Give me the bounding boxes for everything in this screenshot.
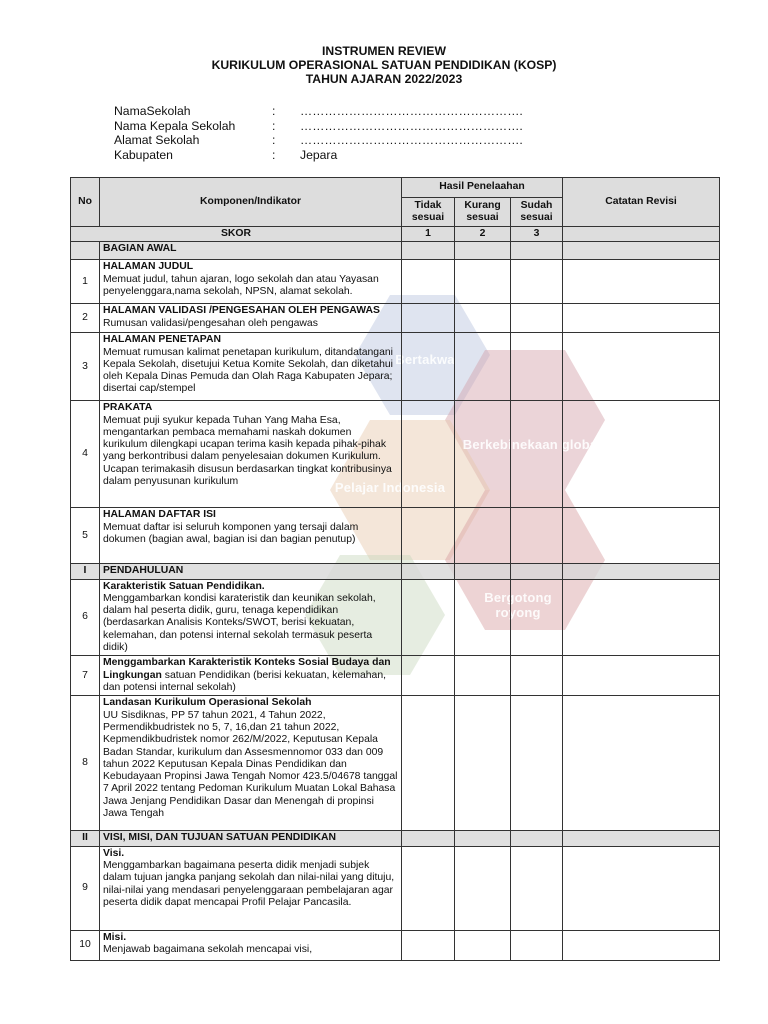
- section-label: BAGIAN AWAL: [100, 242, 402, 260]
- col-tidak-header: Tidak sesuai: [402, 198, 455, 227]
- section-label: VISI, MISI, DAN TUJUAN SATUAN PENDIDIKAN: [100, 831, 402, 846]
- school-info: [114, 104, 530, 162]
- table-row: [71, 260, 720, 304]
- row-content: [100, 696, 402, 831]
- shade-cell: [455, 242, 511, 260]
- sudah-sesuai-cell[interactable]: [511, 656, 563, 696]
- table-row: [71, 656, 720, 696]
- section-visi-misi: [71, 831, 720, 846]
- skor-1: 1: [402, 227, 455, 242]
- item-desc: Menggambarkan bagaimana peserta didik menjadi subjek dalam tujuan jangka panjang sekolah dan nilai-nilai yang dituju, nilai-nilai yang mendasari penyelenggaraan pembelajaran agar peserta didik dapat mencapai Profil Pelajar Pancasila.: [103, 859, 395, 908]
- row-content: [100, 579, 402, 656]
- watermark-text: Bergotong royong: [484, 590, 552, 620]
- kurang-sesuai-cell[interactable]: [455, 304, 511, 333]
- item-title: HALAMAN VALIDASI /PENGESAHAN OLEH PENGAWAS: [103, 305, 380, 317]
- table-header-row: [71, 178, 720, 198]
- shade-cell: [402, 564, 455, 579]
- row-content: [100, 846, 402, 930]
- section-no: II: [71, 831, 100, 846]
- catatan-revisi-cell[interactable]: [563, 930, 720, 960]
- row-content: [100, 401, 402, 508]
- info-value: Jepara: [300, 147, 338, 162]
- row-no: 8: [71, 696, 100, 831]
- shade-cell: [563, 564, 720, 579]
- item-title: Karakteristik Satuan Pendidikan.: [103, 580, 265, 592]
- item-title: Visi.: [103, 847, 125, 859]
- table-row: [71, 579, 720, 656]
- sudah-sesuai-cell[interactable]: [511, 579, 563, 656]
- row-content: [100, 304, 402, 333]
- item-title: PRAKATA: [103, 402, 153, 414]
- item-desc: UU Sisdiknas, PP 57 tahun 2021, 4 Tahun 2022, Permendikbudristek no 5, 7, 16,dan 21 tahun 2022, Kepmendikbudristek nomor 262/M/2022, Keputusan Kepala Badan Standar, kurikulum dan Assesmennomor 033 dan 009 tahun 2022 Keputusan Kepala Dinas Pendidikan dan Kebudayaan Propinsi Jawa Tengah Nomor 423.5/04678 tanggal 7 April 2022 tentang Pedoman Kurikulum Muatan Lokal Bahasa Jawa Jenjang Pendidikan Dasar dan Menengah di propinsi Jawa Tengah: [103, 709, 398, 820]
- catatan-revisi-cell[interactable]: [563, 333, 720, 401]
- document-header: [0, 44, 768, 86]
- catatan-revisi-cell[interactable]: [563, 304, 720, 333]
- sudah-sesuai-cell[interactable]: [511, 930, 563, 960]
- col-komponen-header: Komponen/Indikator: [100, 178, 402, 227]
- tidak-sesuai-cell[interactable]: [402, 508, 455, 564]
- sudah-sesuai-cell[interactable]: [511, 333, 563, 401]
- watermark-text: Pelajar Indonesia: [334, 480, 446, 495]
- shade-cell: [511, 242, 563, 260]
- info-value: ……………………………………………….: [300, 118, 523, 133]
- kurang-sesuai-cell[interactable]: [455, 696, 511, 831]
- col-no-header: No: [71, 178, 100, 227]
- row-no: 3: [71, 333, 100, 401]
- doc-subtitle: KURIKULUM OPERASIONAL SATUAN PENDIDIKAN (KOSP): [211, 58, 557, 72]
- tidak-sesuai-cell[interactable]: [402, 930, 455, 960]
- catatan-revisi-cell[interactable]: [563, 656, 720, 696]
- skor-blank: [563, 227, 720, 242]
- shade-cell: [563, 242, 720, 260]
- watermark-text: Berkebinekaan global: [462, 437, 602, 452]
- info-value: ……………………………………………….: [300, 104, 523, 118]
- info-value: ……………………………………………….: [300, 133, 523, 148]
- row-content: [100, 333, 402, 401]
- info-label: Nama Kepala Sekolah: [114, 118, 236, 133]
- skor-3: 3: [511, 227, 563, 242]
- col-sudah-header: Sudah sesuai: [511, 198, 563, 227]
- row-no: 1: [71, 260, 100, 304]
- skor-row: [71, 227, 720, 242]
- table-row: [71, 333, 720, 401]
- table-row: [71, 401, 720, 508]
- kurang-sesuai-cell[interactable]: [455, 260, 511, 304]
- section-bagian-awal: [71, 242, 720, 260]
- shade-cell: [455, 831, 511, 846]
- kurang-sesuai-cell[interactable]: [455, 508, 511, 564]
- row-content: [100, 508, 402, 564]
- item-title: Misi.: [103, 931, 127, 943]
- kurang-sesuai-cell[interactable]: [455, 656, 511, 696]
- table-row: [71, 846, 720, 930]
- row-no: 6: [71, 579, 100, 656]
- item-desc: Memuat daftar isi seluruh komponen yang tersaji dalam dokumen (bagian awal, bagian isi dan bagian penutup): [103, 521, 359, 545]
- item-desc: satuan Pendidikan (berisi kekuatan, kelemahan, dan potensi internal sekolah): [103, 669, 386, 693]
- catatan-revisi-cell[interactable]: [563, 696, 720, 831]
- doc-title: INSTRUMEN REVIEW: [322, 44, 446, 58]
- sudah-sesuai-cell[interactable]: [511, 401, 563, 508]
- catatan-revisi-cell[interactable]: [563, 579, 720, 656]
- item-title: Landasan Kurikulum Operasional Sekolah: [103, 697, 312, 709]
- watermark-text: Bertakwa: [395, 352, 455, 367]
- info-colon: :: [272, 118, 276, 133]
- shade-cell: [402, 831, 455, 846]
- sudah-sesuai-cell[interactable]: [511, 696, 563, 831]
- tidak-sesuai-cell[interactable]: [402, 333, 455, 401]
- tidak-sesuai-cell[interactable]: [402, 579, 455, 656]
- kurang-sesuai-cell[interactable]: [455, 846, 511, 930]
- item-text: [103, 657, 398, 694]
- table-row: [71, 508, 720, 564]
- row-no: 4: [71, 401, 100, 508]
- kurang-sesuai-cell[interactable]: [455, 401, 511, 508]
- info-row-school-name: [114, 104, 530, 119]
- item-title: HALAMAN DAFTAR ISI: [103, 509, 216, 521]
- item-title: Menggambarkan Karakteristik Konteks Sosial Budaya dan Lingkungan: [103, 657, 391, 681]
- shade-cell: [402, 242, 455, 260]
- doc-year: TAHUN AJARAN 2022/2023: [305, 72, 463, 86]
- kurang-sesuai-cell[interactable]: [455, 930, 511, 960]
- col-catatan-header: Catatan Revisi: [563, 178, 720, 227]
- catatan-revisi-cell[interactable]: [563, 846, 720, 930]
- section-pendahuluan: [71, 564, 720, 579]
- tidak-sesuai-cell[interactable]: [402, 846, 455, 930]
- row-content: [100, 930, 402, 960]
- info-colon: :: [272, 133, 276, 148]
- tidak-sesuai-cell[interactable]: [402, 260, 455, 304]
- sudah-sesuai-cell[interactable]: [511, 846, 563, 930]
- info-row-address: [114, 133, 530, 148]
- catatan-revisi-cell[interactable]: [563, 508, 720, 564]
- table-row: [71, 304, 720, 333]
- shade-cell: [511, 564, 563, 579]
- item-desc: Menggambarkan kondisi karateristik dan keunikan sekolah, dalam hal peserta didik, guru, tenaga kependidikan (berdasarkan Analisis Konteks/SWOT, berisi kekuatan, kelemahan, dan potensi internal sekolah termasuk peserta didik): [103, 592, 376, 654]
- tidak-sesuai-cell[interactable]: [402, 401, 455, 508]
- col-kurang-header: Kurang sesuai: [455, 198, 511, 227]
- kurang-sesuai-cell[interactable]: [455, 579, 511, 656]
- item-desc: Memuat puji syukur kepada Tuhan Yang Maha Esa, mengantarkan pembaca memahami naskah dokumen kurikulum dilengkapi ucapan terima kasih kepada pihak-pihak yang berkontribusi dalam penyelesaian dokumen Kurikulum. Ucapan terimakasih disusun berdasarkan tingkat kontribusinya dalam penyusunan kurikulum: [103, 414, 392, 488]
- item-desc: Rumusan validasi/pengesahan oleh pengawas: [103, 317, 318, 329]
- sudah-sesuai-cell[interactable]: [511, 508, 563, 564]
- shade-cell: [511, 831, 563, 846]
- skor-label: SKOR: [71, 227, 402, 242]
- sudah-sesuai-cell[interactable]: [511, 304, 563, 333]
- table-row: [71, 696, 720, 831]
- review-table: [70, 177, 720, 961]
- col-hasil-header: Hasil Penelaahan: [402, 178, 563, 198]
- row-no: 5: [71, 508, 100, 564]
- item-desc: Memuat rumusan kalimat penetapan kurikulum, ditandatangani Kepala Sekolah, disetujui Ketua Komite Sekolah, dan diketahui oleh Kepala Dinas Pemuda dan Olah Raga Kabupaten Jepara; disertai cap/stempel: [103, 346, 393, 395]
- tidak-sesuai-cell[interactable]: [402, 304, 455, 333]
- row-content: [100, 260, 402, 304]
- tidak-sesuai-cell[interactable]: [402, 656, 455, 696]
- info-colon: :: [272, 104, 276, 118]
- row-no: 10: [71, 930, 100, 960]
- info-row-regency: [114, 148, 530, 163]
- table-row: [71, 930, 720, 960]
- catatan-revisi-cell[interactable]: [563, 401, 720, 508]
- tidak-sesuai-cell[interactable]: [402, 696, 455, 831]
- skor-2: 2: [455, 227, 511, 242]
- kurang-sesuai-cell[interactable]: [455, 333, 511, 401]
- item-title: HALAMAN PENETAPAN: [103, 334, 221, 346]
- row-no: 9: [71, 846, 100, 930]
- info-label: Kabupaten: [114, 147, 173, 162]
- section-no-blank: [71, 242, 100, 260]
- section-no: I: [71, 564, 100, 579]
- row-no: 7: [71, 656, 100, 696]
- item-desc: Menjawab bagaimana sekolah mencapai visi,: [103, 943, 313, 955]
- item-desc: Memuat judul, tahun ajaran, logo sekolah dan atau Yayasan penyelenggara,nama sekolah, NPSN, alamat sekolah.: [103, 273, 379, 297]
- shade-cell: [455, 564, 511, 579]
- info-label: NamaSekolah: [114, 104, 191, 118]
- item-title: HALAMAN JUDUL: [103, 261, 194, 273]
- sudah-sesuai-cell[interactable]: [511, 260, 563, 304]
- row-content: [100, 656, 402, 696]
- row-no: 2: [71, 304, 100, 333]
- shade-cell: [563, 831, 720, 846]
- info-row-principal: [114, 119, 530, 134]
- info-label: Alamat Sekolah: [114, 133, 200, 148]
- catatan-revisi-cell[interactable]: [563, 260, 720, 304]
- info-colon: :: [272, 147, 276, 162]
- section-label: PENDAHULUAN: [100, 564, 402, 579]
